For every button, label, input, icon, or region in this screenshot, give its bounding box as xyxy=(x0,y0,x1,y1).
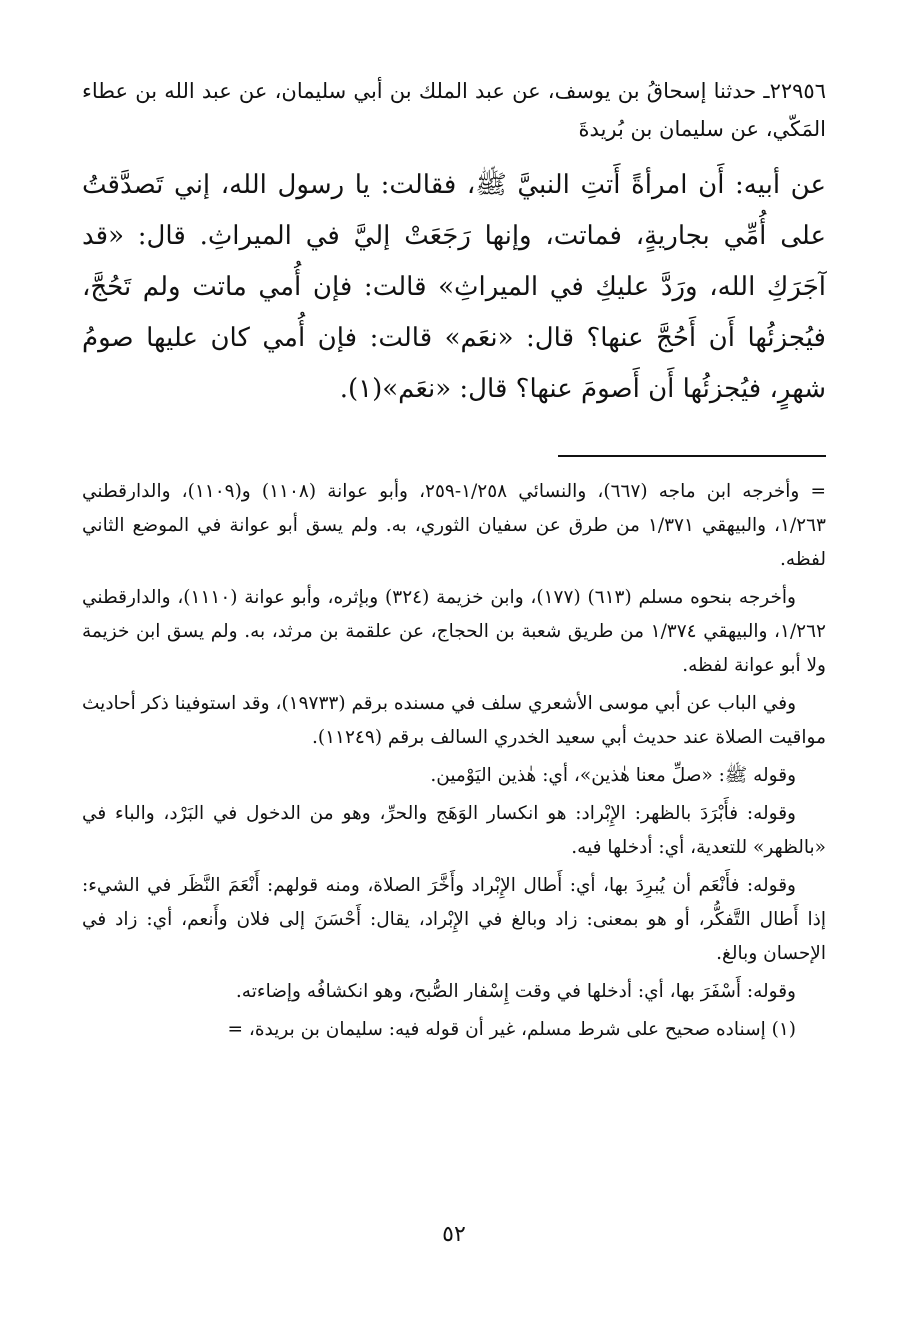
hadith-isnad: ٢٢٩٥٦ـ حدثنا إسحاقُ بن يوسف، عن عبد الملك بن أبي سليمان، عن عبد الله بن عطاء المَكّي، عن سليمان بن بُريدةَ xyxy=(82,79,826,141)
footnote-divider xyxy=(558,455,826,457)
footnote-paragraph: وقوله: فأَبْرَدَ بالظهر: الإِبْراد: هو انكسار الوَهَج والحرِّ، وهو من الدخول في البَرْد، والباء في «بالظهر» للتعدية، أي: أدخلها فيه. xyxy=(82,803,826,858)
footnote-paragraph: وقوله ﷺ: «صلِّ معنا هٰذين»، أي: هٰذين اليَوْمين. xyxy=(430,765,796,786)
footnote-paragraph: = وأخرجه ابن ماجه (٦٦٧)، والنسائي ١/٢٥٨-٢٥٩، وأبو عوانة (١١٠٨) و(١١٠٩)، والدارقطني ١/٢٦٣، والبيهقي ١/٣٧١ من طرق عن سفيان الثوري، به. ولم يسق أبو عوانة في الموضع الثاني لفظه. xyxy=(82,481,826,570)
footnote-paragraph: وفي الباب عن أبي موسى الأشعري سلف في مسنده برقم (١٩٧٣٣)، وقد استوفينا ذكر أحاديث مواقيت الصلاة عند حديث أبي سعيد الخدري السالف برقم (١١٢٤٩). xyxy=(82,693,826,748)
page-number: ٥٢ xyxy=(442,1222,466,1247)
page-body xyxy=(82,72,826,1051)
hadith-text: عن أبيه: أَن امرأةً أَتتِ النبيَّ ﷺ، فقالت: يا رسول الله، إني تَصدَّقتُ على أُمِّي بجاريةٍ، فماتت، وإنها رَجَعَتْ إليَّ في الميراثِ. قال: «قد آجَرَكِ الله، ورَدَّ عليكِ في الميراثِ» قالت: فإن أُمي ماتت ولم تَحُجَّ، فيُجزئُها أَن أَحُجَّ عنها؟ قال: «نعَم» قالت: فإن أُمي كان عليها صومُ شهرٍ، فيُجزئُها أَن أَصومَ عنها؟ قال: «نعَم»(١). xyxy=(82,170,826,404)
footnote-paragraph: (١) إسناده صحيح على شرط مسلم، غير أن قوله فيه: سليمان بن بريدة، = xyxy=(227,1019,796,1040)
footnote-paragraph: وقوله: أَسْفَرَ بها، أي: أدخلها في وقت إِسْفار الصُّبح، وهو انكشافُه وإضاءته. xyxy=(235,981,796,1002)
footnote-paragraph: وقوله: فأَنْعَم أن يُبرِدَ بها، أي: أَطال الإِبْراد وأَخَّرَ الصلاة، ومنه قولهم: أَنْعَمَ النَّظَر في الشيء: إذا أَطال التَّفكُّر، أو هو بمعنى: زاد وبالغ في الإِبْراد، يقال: أَحْسَنَ إلى فلان وأَنعم، أي: زاد في الإحسان وبالغ. xyxy=(82,875,826,964)
footnote-paragraph: وأخرجه بنحوه مسلم (٦١٣) (١٧٧)، وابن خزيمة (٣٢٤) وبإثره، وأبو عوانة (١١١٠)، والدارقطني ١/٢٦٢، والبيهقي ١/٣٧٤ من طريق شعبة بن الحجاج، عن علقمة بن مرثد، به. ولم يسق ابن خزيمة ولا أبو عوانة لفظه. xyxy=(82,587,826,676)
footnotes xyxy=(82,475,826,1047)
